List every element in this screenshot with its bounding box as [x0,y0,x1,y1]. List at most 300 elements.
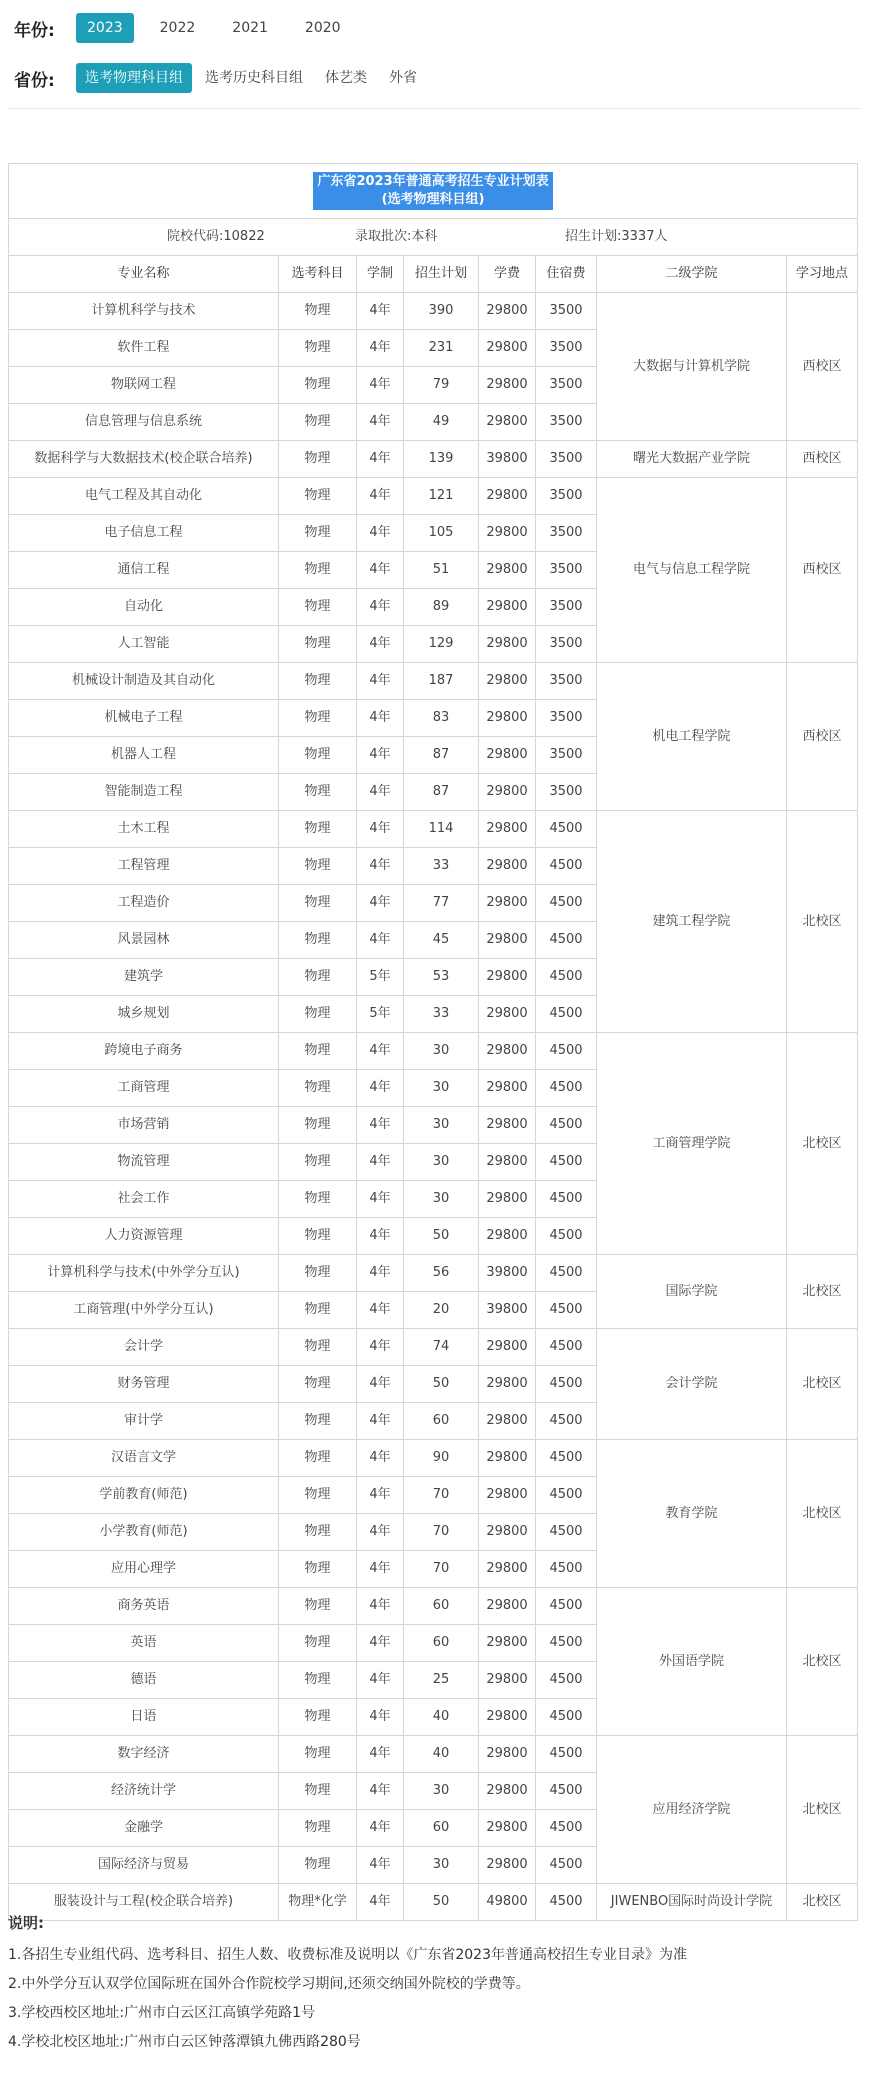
duration: 4年 [357,922,404,959]
dorm-fee: 3500 [536,626,597,663]
plan-count: 390 [404,293,479,330]
header-duration: 学制 [357,256,404,293]
dorm-fee: 4500 [536,996,597,1033]
duration: 4年 [357,626,404,663]
dorm-fee: 4500 [536,1477,597,1514]
dorm-fee: 3500 [536,663,597,700]
subject: 物理 [279,1588,357,1625]
header-tuition: 学费 [479,256,536,293]
tuition: 29800 [479,737,536,774]
header-major: 专业名称 [9,256,279,293]
duration: 4年 [357,1699,404,1736]
subject: 物理 [279,1181,357,1218]
campus-location: 西校区 [787,663,858,811]
dorm-fee: 4500 [536,811,597,848]
dorm-fee: 3500 [536,404,597,441]
plan-count: 121 [404,478,479,515]
major-name: 应用心理学 [9,1551,279,1588]
tuition: 29800 [479,1514,536,1551]
tuition: 29800 [479,589,536,626]
note-line: 2.中外学分互认双学位国际班在国外合作院校学习期间,还须交纳国外院校的学费等。 [8,1976,530,1992]
table-title-cell [9,164,858,219]
duration: 4年 [357,1773,404,1810]
major-name: 英语 [9,1625,279,1662]
college-name: 工商管理学院 [597,1033,787,1255]
subject: 物理 [279,552,357,589]
tuition: 29800 [479,1773,536,1810]
dorm-fee: 3500 [536,367,597,404]
major-name: 智能制造工程 [9,774,279,811]
duration: 4年 [357,1107,404,1144]
notes-title: 说明: [8,1914,44,1932]
major-name: 国际经济与贸易 [9,1847,279,1884]
subject: 物理 [279,293,357,330]
plan-count: 105 [404,515,479,552]
subject: 物理 [279,1662,357,1699]
tuition: 29800 [479,959,536,996]
college-name: 建筑工程学院 [597,811,787,1033]
campus-location: 北校区 [787,1329,858,1440]
subject: 物理 [279,1847,357,1884]
college-name: 应用经济学院 [597,1736,787,1884]
campus-location: 西校区 [787,478,858,663]
tuition: 29800 [479,1144,536,1181]
tuition: 29800 [479,774,536,811]
subject: 物理 [279,1736,357,1773]
campus-location: 北校区 [787,1884,858,1921]
duration: 4年 [357,663,404,700]
table-row [9,441,858,478]
school-code: 院校代码:10822 [167,229,265,244]
plan-count: 60 [404,1588,479,1625]
dorm-fee: 4500 [536,1181,597,1218]
dorm-fee: 4500 [536,1847,597,1884]
table-title-line2: (选考物理科目组) [381,192,485,207]
subject: 物理 [279,774,357,811]
duration: 4年 [357,811,404,848]
major-name: 日语 [9,1699,279,1736]
campus-location: 西校区 [787,293,858,441]
plan-count: 77 [404,885,479,922]
subject: 物理 [279,885,357,922]
year-filter-label: 年份: [14,20,55,41]
subject: 物理 [279,1440,357,1477]
subject: 物理 [279,404,357,441]
major-name: 土木工程 [9,811,279,848]
plan-count: 83 [404,700,479,737]
tuition: 29800 [479,293,536,330]
duration: 4年 [357,774,404,811]
province-filter-label: 省份: [14,70,55,91]
major-name: 计算机科学与技术 [9,293,279,330]
subject: 物理 [279,1366,357,1403]
plan-count: 70 [404,1477,479,1514]
subject: 物理 [279,1773,357,1810]
tuition: 29800 [479,626,536,663]
plan-count: 50 [404,1884,479,1921]
plan-count: 33 [404,848,479,885]
subject: 物理 [279,700,357,737]
dorm-fee: 4500 [536,1292,597,1329]
plan-count: 231 [404,330,479,367]
plan-count: 30 [404,1033,479,1070]
major-name: 物联网工程 [9,367,279,404]
note-line: 1.各招生专业组代码、选考科目、招生人数、收费标准及说明以《广东省2023年普通高校招生专业目录》为准 [8,1947,687,1963]
major-name: 审计学 [9,1403,279,1440]
duration: 4年 [357,700,404,737]
plan-count: 20 [404,1292,479,1329]
subject: 物理 [279,330,357,367]
plan-count: 30 [404,1144,479,1181]
dorm-fee: 3500 [536,478,597,515]
tuition: 29800 [479,515,536,552]
campus-location: 北校区 [787,1588,858,1736]
plan-count: 53 [404,959,479,996]
major-name: 学前教育(师范) [9,1477,279,1514]
college-name: 外国语学院 [597,1588,787,1736]
dorm-fee: 4500 [536,1699,597,1736]
tuition: 29800 [479,1366,536,1403]
plan-count: 60 [404,1625,479,1662]
duration: 4年 [357,1070,404,1107]
subject: 物理 [279,1144,357,1181]
major-name: 机械设计制造及其自动化 [9,663,279,700]
major-name: 计算机科学与技术(中外学分互认) [9,1255,279,1292]
major-name: 市场营销 [9,1107,279,1144]
duration: 4年 [357,1403,404,1440]
tuition: 29800 [479,478,536,515]
major-name: 数字经济 [9,1736,279,1773]
subject: 物理 [279,1514,357,1551]
subject: 物理 [279,1477,357,1514]
college-name: 机电工程学院 [597,663,787,811]
major-name: 电子信息工程 [9,515,279,552]
tuition: 29800 [479,1218,536,1255]
duration: 4年 [357,1662,404,1699]
major-name: 工程管理 [9,848,279,885]
tuition: 29800 [479,1440,536,1477]
dorm-fee: 4500 [536,1329,597,1366]
tuition: 29800 [479,700,536,737]
dorm-fee: 4500 [536,959,597,996]
college-name: 电气与信息工程学院 [597,478,787,663]
dorm-fee: 3500 [536,774,597,811]
table-title-line1: 广东省2023年普通高考招生专业计划表 [317,174,549,189]
table-row [9,1329,858,1366]
dorm-fee: 4500 [536,1773,597,1810]
dorm-fee: 4500 [536,1736,597,1773]
major-name: 机械电子工程 [9,700,279,737]
duration: 5年 [357,996,404,1033]
plan-count: 187 [404,663,479,700]
duration: 4年 [357,330,404,367]
college-name: 会计学院 [597,1329,787,1440]
tuition: 29800 [479,1403,536,1440]
campus-location: 西校区 [787,441,858,478]
major-name: 城乡规划 [9,996,279,1033]
table-row [9,1255,858,1292]
subject: 物理 [279,626,357,663]
dorm-fee: 4500 [536,1810,597,1847]
subject: 物理 [279,1329,357,1366]
dorm-fee: 4500 [536,1440,597,1477]
subject: 物理 [279,1403,357,1440]
tuition: 29800 [479,922,536,959]
year-option-2023[interactable]: 2023 [76,13,134,43]
plan-count: 79 [404,367,479,404]
tuition: 29800 [479,1070,536,1107]
plan-count: 30 [404,1847,479,1884]
duration: 4年 [357,1255,404,1292]
major-name: 社会工作 [9,1181,279,1218]
plan-count: 56 [404,1255,479,1292]
subject: 物理 [279,1070,357,1107]
dorm-fee: 4500 [536,1403,597,1440]
dorm-fee: 4500 [536,1551,597,1588]
plan-count: 45 [404,922,479,959]
subject: 物理 [279,367,357,404]
dorm-fee: 3500 [536,293,597,330]
plan-count: 87 [404,737,479,774]
notes-section [8,1912,858,2057]
major-name: 机器人工程 [9,737,279,774]
province-option-history[interactable]: 选考历史科目组 [205,70,303,86]
major-name: 工程造价 [9,885,279,922]
plan-count: 74 [404,1329,479,1366]
table-row [9,1440,858,1477]
tuition: 29800 [479,1810,536,1847]
campus-location: 北校区 [787,1440,858,1588]
subject: 物理 [279,848,357,885]
major-name: 会计学 [9,1329,279,1366]
divider [8,108,861,109]
header-dorm-fee: 住宿费 [536,256,597,293]
subject: 物理 [279,478,357,515]
campus-location: 北校区 [787,1255,858,1329]
dorm-fee: 4500 [536,848,597,885]
duration: 4年 [357,404,404,441]
subject: 物理 [279,1810,357,1847]
dorm-fee: 4500 [536,885,597,922]
duration: 4年 [357,1477,404,1514]
major-name: 自动化 [9,589,279,626]
subject: 物理 [279,811,357,848]
dorm-fee: 4500 [536,1588,597,1625]
tuition: 29800 [479,1181,536,1218]
subject: 物理 [279,1551,357,1588]
duration: 4年 [357,1218,404,1255]
year-filter [14,12,367,44]
plan-total: 招生计划:3337人 [565,229,668,244]
plan-count: 30 [404,1107,479,1144]
duration: 4年 [357,885,404,922]
major-name: 数据科学与大数据技术(校企联合培养) [9,441,279,478]
tuition: 39800 [479,1255,536,1292]
tuition: 29800 [479,1588,536,1625]
major-name: 建筑学 [9,959,279,996]
year-option-2021[interactable]: 2021 [232,20,268,36]
table-header-row [9,256,858,293]
plan-count: 114 [404,811,479,848]
tuition: 29800 [479,1551,536,1588]
tuition: 29800 [479,1033,536,1070]
subject: 物理 [279,1033,357,1070]
subject: 物理 [279,1699,357,1736]
duration: 4年 [357,552,404,589]
dorm-fee: 3500 [536,515,597,552]
tuition: 29800 [479,330,536,367]
duration: 4年 [357,1588,404,1625]
tuition: 29800 [479,1847,536,1884]
plan-count: 40 [404,1736,479,1773]
header-location: 学习地点 [787,256,858,293]
college-name: 国际学院 [597,1255,787,1329]
dorm-fee: 4500 [536,1218,597,1255]
province-option-arts-sports[interactable]: 体艺类 [325,70,367,86]
dorm-fee: 3500 [536,737,597,774]
major-name: 商务英语 [9,1588,279,1625]
duration: 4年 [357,1366,404,1403]
major-name: 物流管理 [9,1144,279,1181]
duration: 4年 [357,1144,404,1181]
subject: 物理 [279,1292,357,1329]
tuition: 29800 [479,1662,536,1699]
duration: 4年 [357,1329,404,1366]
table-meta-row [9,219,858,256]
dorm-fee: 4500 [536,1884,597,1921]
year-option-2020[interactable]: 2020 [304,20,341,36]
duration: 4年 [357,1884,404,1921]
header-college: 二级学院 [597,256,787,293]
duration: 4年 [357,515,404,552]
enrollment-plan-table [8,163,858,1921]
major-name: 小学教育(师范) [9,1514,279,1551]
plan-count: 33 [404,996,479,1033]
header-plan: 招生计划 [404,256,479,293]
table-row [9,1033,858,1070]
province-filter [14,62,430,94]
plan-count: 60 [404,1403,479,1440]
major-name: 服装设计与工程(校企联合培养) [9,1884,279,1921]
duration: 4年 [357,1292,404,1329]
tuition: 39800 [479,441,536,478]
subject: 物理 [279,737,357,774]
campus-location: 北校区 [787,811,858,1033]
province-option-other-province[interactable]: 外省 [389,70,417,86]
major-name: 跨境电子商务 [9,1033,279,1070]
dorm-fee: 4500 [536,1662,597,1699]
major-name: 通信工程 [9,552,279,589]
duration: 4年 [357,1181,404,1218]
table-row [9,1736,858,1773]
duration: 4年 [357,1625,404,1662]
major-name: 工商管理 [9,1070,279,1107]
plan-count: 51 [404,552,479,589]
duration: 5年 [357,959,404,996]
tuition: 29800 [479,1477,536,1514]
subject: 物理 [279,663,357,700]
note-line: 3.学校西校区地址:广州市白云区江高镇学苑路1号 [8,2005,315,2021]
plan-count: 49 [404,404,479,441]
dorm-fee: 3500 [536,330,597,367]
table-row [9,663,858,700]
plan-count: 139 [404,441,479,478]
plan-count: 30 [404,1773,479,1810]
dorm-fee: 4500 [536,1514,597,1551]
duration: 4年 [357,1736,404,1773]
plan-count: 25 [404,1662,479,1699]
college-name: 曙光大数据产业学院 [597,441,787,478]
subject: 物理 [279,1255,357,1292]
table-row [9,1588,858,1625]
tuition: 29800 [479,1329,536,1366]
dorm-fee: 4500 [536,1255,597,1292]
tuition: 29800 [479,367,536,404]
admission-batch: 录取批次:本科 [355,229,438,244]
plan-count: 89 [404,589,479,626]
duration: 4年 [357,1514,404,1551]
major-name: 财务管理 [9,1366,279,1403]
subject: 物理 [279,1625,357,1662]
tuition: 29800 [479,848,536,885]
duration: 4年 [357,1440,404,1477]
tuition: 29800 [479,1736,536,1773]
tuition: 29800 [479,1107,536,1144]
college-name: 大数据与计算机学院 [597,293,787,441]
plan-count: 50 [404,1218,479,1255]
subject: 物理 [279,996,357,1033]
tuition: 29800 [479,404,536,441]
tuition: 29800 [479,663,536,700]
duration: 4年 [357,1847,404,1884]
duration: 4年 [357,367,404,404]
dorm-fee: 4500 [536,1625,597,1662]
tuition: 29800 [479,1625,536,1662]
duration: 4年 [357,478,404,515]
duration: 4年 [357,1551,404,1588]
province-option-physics[interactable]: 选考物理科目组 [76,63,192,93]
duration: 4年 [357,1810,404,1847]
dorm-fee: 4500 [536,1070,597,1107]
major-name: 汉语言文学 [9,1440,279,1477]
major-name: 德语 [9,1662,279,1699]
plan-count: 87 [404,774,479,811]
plan-count: 70 [404,1514,479,1551]
tuition: 29800 [479,811,536,848]
subject: 物理 [279,1107,357,1144]
dorm-fee: 4500 [536,1144,597,1181]
subject: 物理 [279,515,357,552]
subject: 物理*化学 [279,1884,357,1921]
campus-location: 北校区 [787,1736,858,1884]
plan-count: 129 [404,626,479,663]
duration: 4年 [357,737,404,774]
year-option-2022[interactable]: 2022 [159,20,196,36]
major-name: 人力资源管理 [9,1218,279,1255]
major-name: 信息管理与信息系统 [9,404,279,441]
table-row [9,811,858,848]
table-title [313,172,552,210]
tuition: 29800 [479,996,536,1033]
college-name: 教育学院 [597,1440,787,1588]
header-subject: 选考科目 [279,256,357,293]
table-row [9,478,858,515]
major-name: 人工智能 [9,626,279,663]
dorm-fee: 3500 [536,700,597,737]
dorm-fee: 4500 [536,1107,597,1144]
duration: 4年 [357,293,404,330]
major-name: 工商管理(中外学分互认) [9,1292,279,1329]
